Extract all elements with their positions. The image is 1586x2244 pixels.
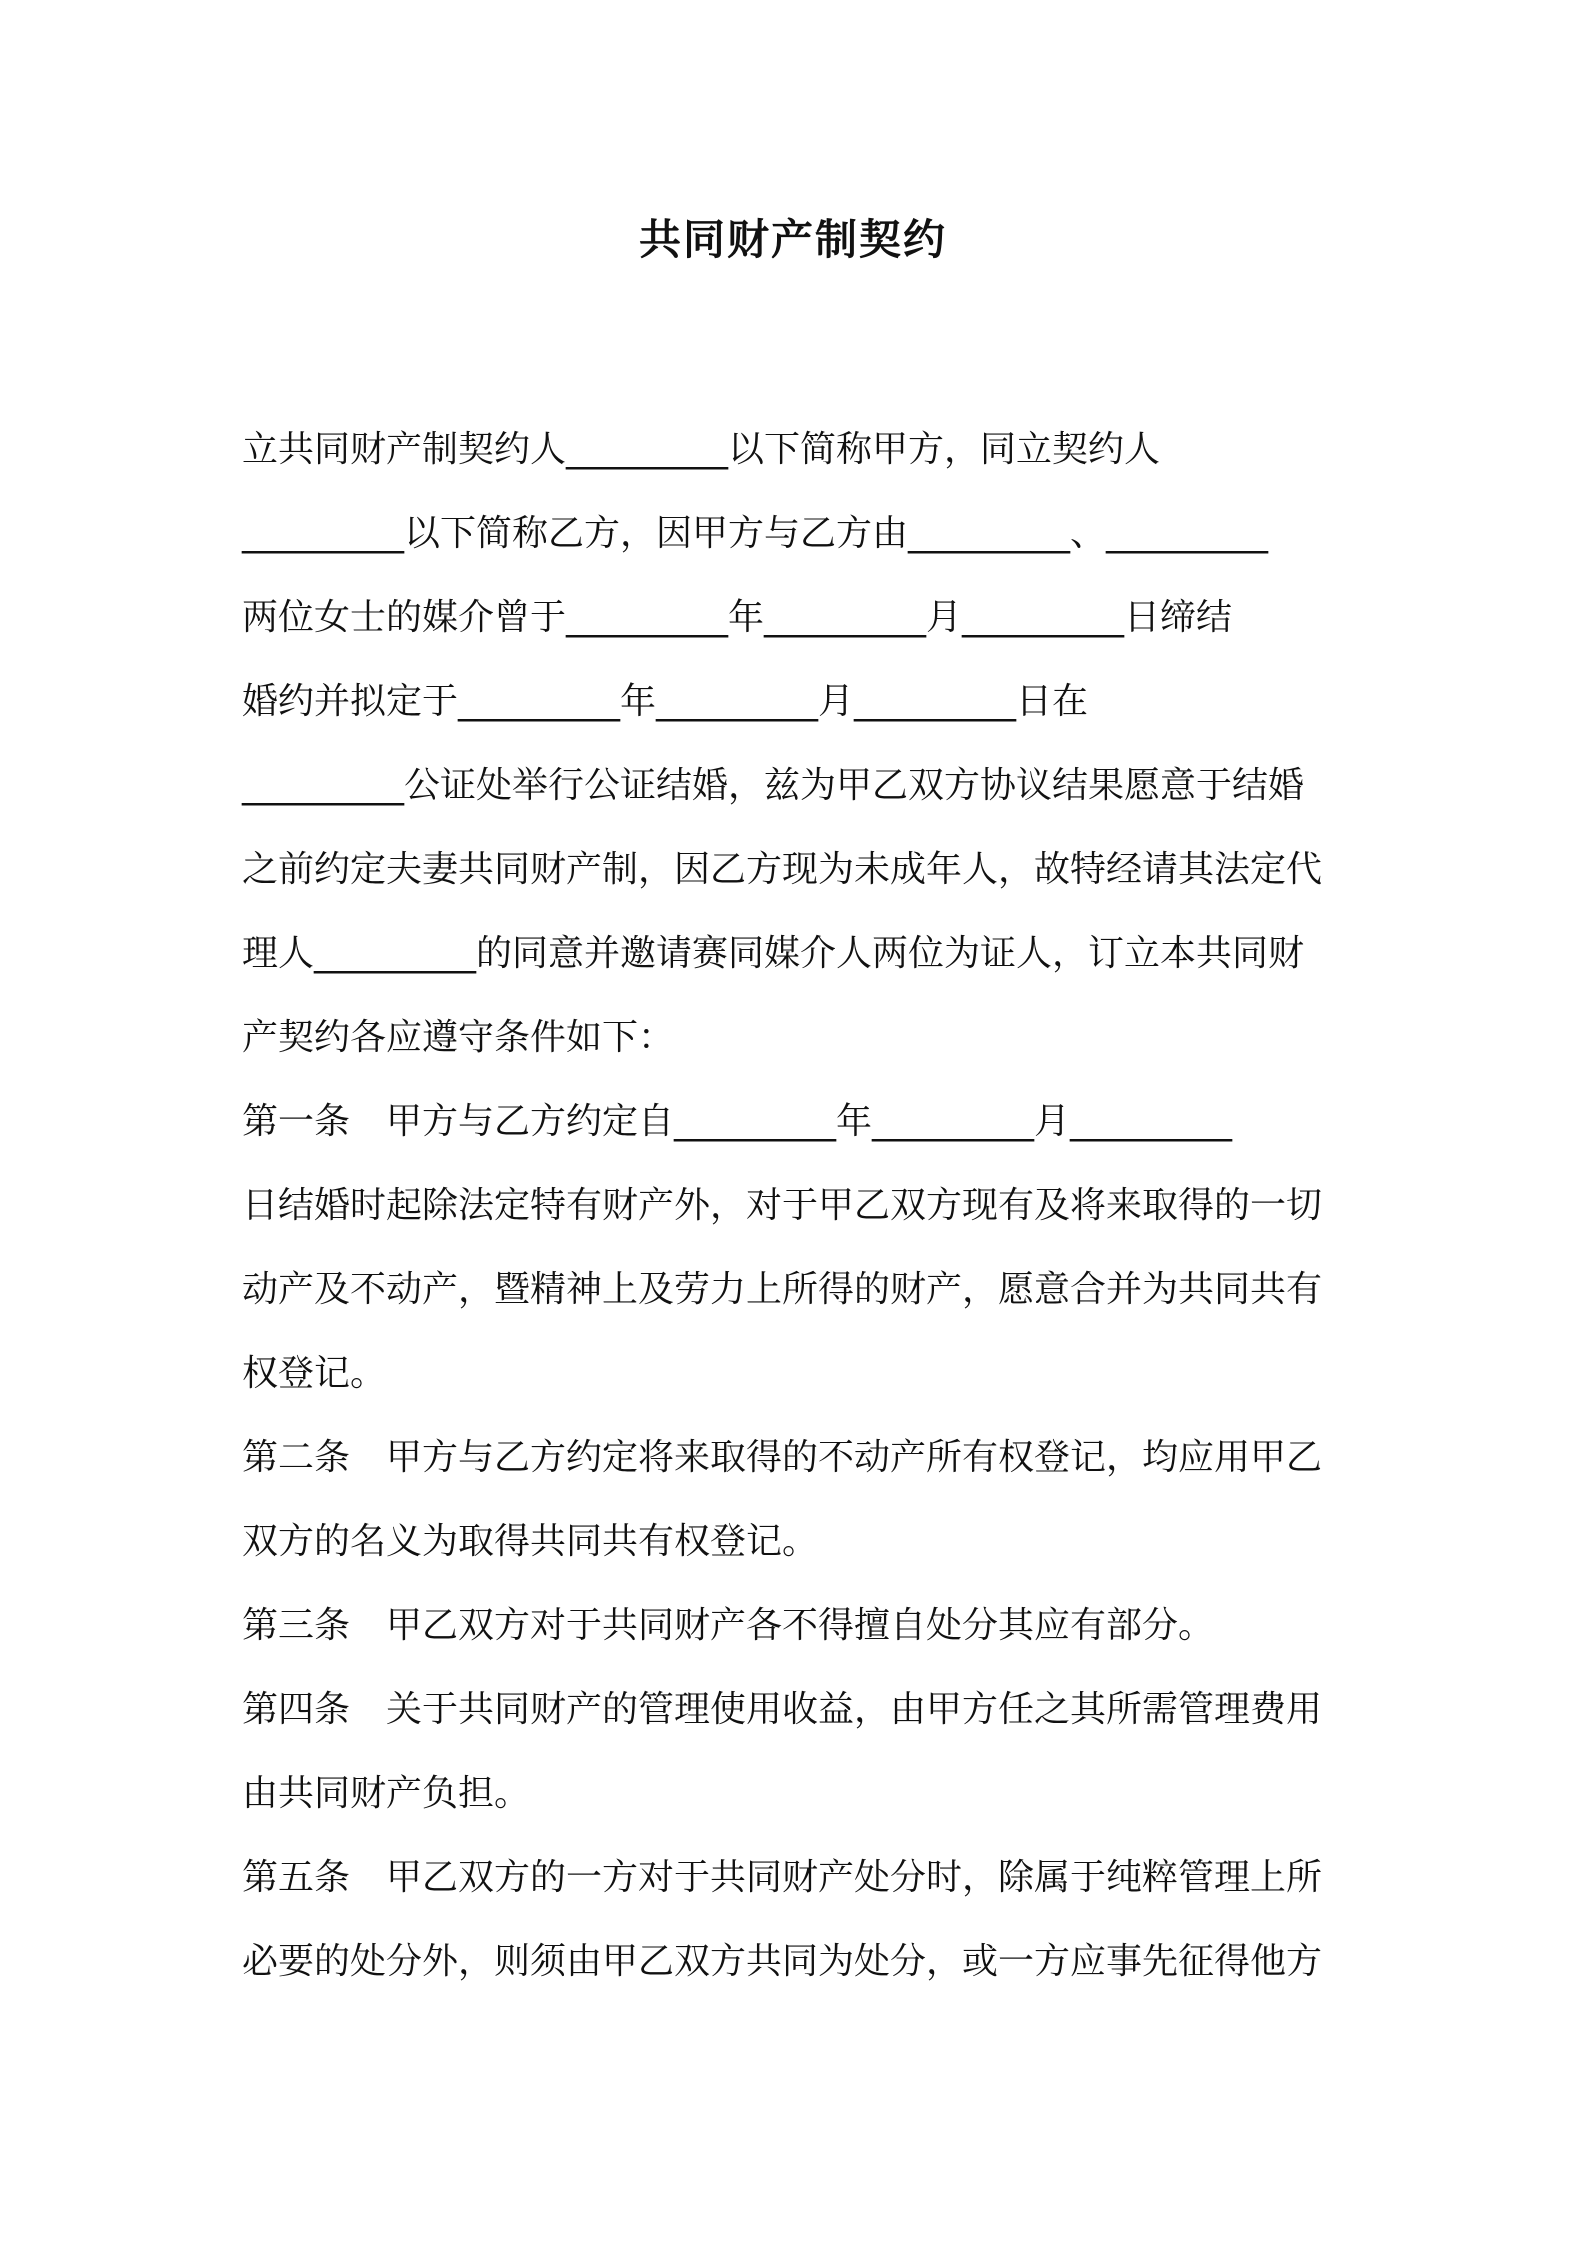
article-2-line: 第二条 甲方与乙方约定将来取得的不动产所有权登记，均应用甲乙 — [242, 1437, 1323, 1478]
body-line: 产契约各应遵守条件如下： — [242, 1017, 675, 1058]
body-line: 婚约并拟定于_________年_________月_________日在 — [242, 681, 1089, 722]
body-line: _________公证处举行公证结婚，兹为甲乙双方协议结果愿意于结婚 — [242, 765, 1305, 806]
body-line: _________以下简称乙方，因甲方与乙方由_________、_________ — [242, 513, 1269, 554]
document-body — [242, 408, 1362, 2004]
body-line: 由共同财产负担。 — [242, 1773, 531, 1814]
body-line: 之前约定夫妻共同财产制，因乙方现为未成年人，故特经请其法定代 — [242, 849, 1323, 890]
article-5-line: 第五条 甲乙双方的一方对于共同财产处分时，除属于纯粹管理上所 — [242, 1857, 1323, 1898]
body-line: 理人_________的同意并邀请赛同媒介人两位为证人，订立本共同财 — [242, 933, 1305, 974]
body-line: 动产及不动产，暨精神上及劳力上所得的财产，愿意合并为共同共有 — [242, 1269, 1323, 1310]
article-3-line: 第三条 甲乙双方对于共同财产各不得擅自处分其应有部分。 — [242, 1605, 1215, 1646]
body-line: 两位女士的媒介曾于_________年_________月_________日缔结 — [242, 597, 1233, 638]
document-title: 共同财产制契约 — [638, 215, 947, 264]
body-line: 权登记。 — [242, 1353, 387, 1394]
body-line: 日结婚时起除法定特有财产外，对于甲乙双方现有及将来取得的一切 — [242, 1185, 1323, 1226]
article-4-line: 第四条 关于共同财产的管理使用收益，由甲方任之其所需管理费用 — [242, 1689, 1323, 1730]
body-line: 双方的名义为取得共同共有权登记。 — [242, 1521, 819, 1562]
body-line: 必要的处分外，则须由甲乙双方共同为处分，或一方应事先征得他方 — [242, 1941, 1323, 1982]
article-1-line: 第一条 甲方与乙方约定自_________年_________月_________ — [242, 1101, 1233, 1142]
body-line: 立共同财产制契约人_________以下简称甲方，同立契约人 — [242, 429, 1161, 470]
